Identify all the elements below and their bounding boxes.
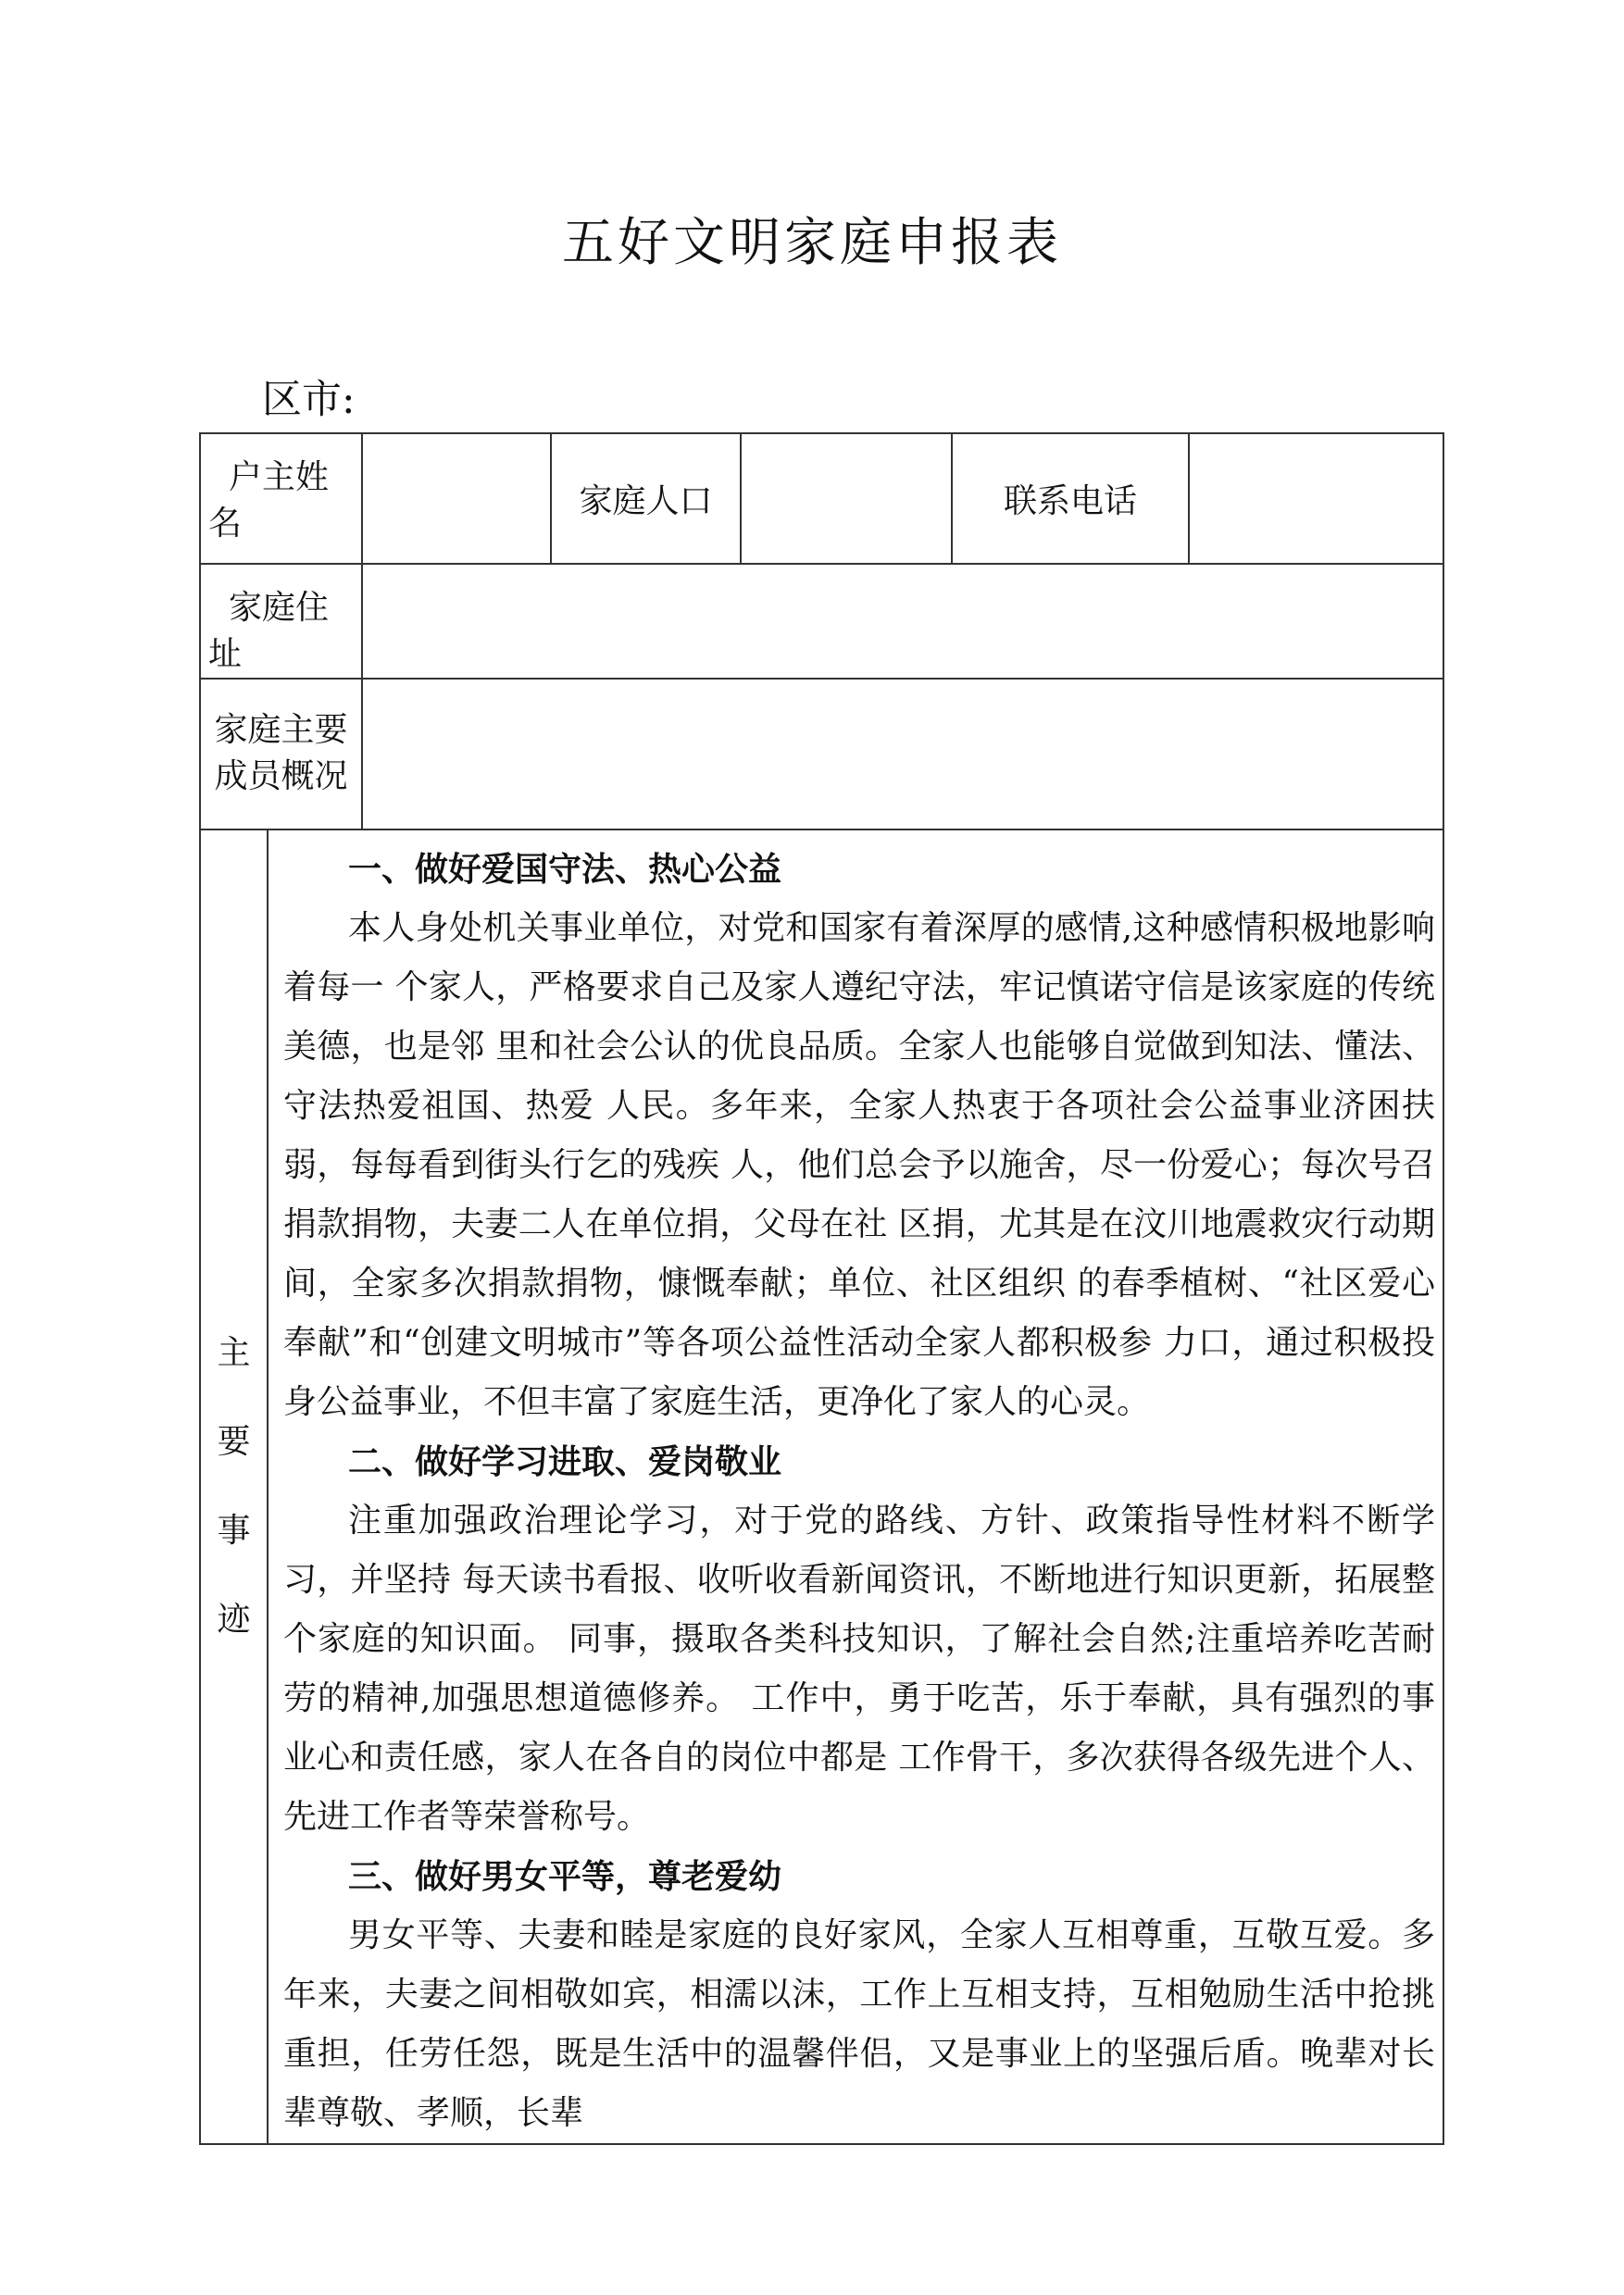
family-members-label: 家庭主要成员概况	[200, 679, 362, 829]
main-deeds-label	[200, 829, 268, 2144]
main-deeds-char-1: 主	[217, 1334, 251, 1372]
family-address-label: 家庭住址	[200, 564, 362, 679]
family-members-input[interactable]	[362, 679, 1443, 829]
householder-name-input[interactable]	[362, 433, 551, 564]
district-label: 区市:	[262, 377, 356, 423]
family-population-label: 家庭人口	[551, 433, 741, 564]
main-deeds-char-4: 迹	[217, 1601, 251, 1639]
main-deeds-char-2: 要	[217, 1423, 251, 1461]
application-form-table	[199, 432, 1444, 2145]
section-2-text: 注重加强政治理论学习，对于党的路线、方针、政策指导性材料不断学习，并坚持 每天读书看报、收听收看新闻资讯，不断地进行知识更新，拓展整个家庭的知识面。 同事，摄取各类科技知识，了解社会自然;注重培养吃苦耐劳的精神,加强思想道德修养。 工作中，勇于吃苦，乐于奉献，具有强烈的事业心和责任感，家人在各自的岗位中都是 工作骨干，多次获得各级先进个人、先进工作者等荣誉称号。	[283, 1502, 1436, 1836]
main-deeds-content[interactable]	[268, 829, 1443, 2144]
section-1-text: 本人身处机关事业单位，对党和国家有着深厚的感情,这种感情积极地影响着每一 个家人，严格要求自己及家人遵纪守法，牢记慎诺守信是该家庭的传统美德，也是邻 里和社会公认的优良品质。全家人也能够自觉做到知法、懂法、守法热爱祖国、热爱 人民。多年来，全家人热衷于各项社会公益事业济困扶弱，每每看到街头行乞的残疾 人，他们总会予以施舍，尽一份爱心；每次号召捐款捐物，夫妻二人在单位捐，父母在社 区捐，尤其是在汶川地震救灾行动期间，全家多次捐款捐物，慷慨奉献；单位、社区组织 的春季植树、“社区爱心奉献”和“创建文明城市”等各项公益性活动全家人都积极参 力口，通过积极投身公益事业，不但丰富了家庭生活，更净化了家人的心灵。	[283, 909, 1436, 1421]
page-title: 五好文明家庭申报表	[562, 213, 1062, 273]
row-basic-info	[200, 433, 1443, 564]
row-main-deeds	[200, 829, 1443, 2144]
row-family-members	[200, 679, 1443, 829]
section-2-heading: 二、做好学习进取、爱岗敬业	[348, 1442, 782, 1481]
contact-phone-input[interactable]	[1189, 433, 1443, 564]
family-address-input[interactable]	[362, 564, 1443, 679]
family-population-input[interactable]	[741, 433, 952, 564]
row-address	[200, 564, 1443, 679]
section-3-heading: 三、做好男女平等，尊老爱幼	[348, 1857, 782, 1896]
section-1-heading: 一、做好爱国守法、热心公益	[348, 850, 782, 889]
main-deeds-char-3: 事	[217, 1512, 251, 1550]
householder-name-label: 户主姓名	[200, 433, 362, 564]
contact-phone-label: 联系电话	[952, 433, 1189, 564]
section-3-text: 男女平等、夫妻和睦是家庭的良好家风，全家人互相尊重，互敬互爱。多年来，夫妻之间相敬如宾，相濡以沫，工作上互相支持，互相勉励生活中抢挑重担，任劳任怨，既是生活中的温馨伴侣，又是事业上的坚强后盾。晚辈对长辈尊敬、孝顺，长辈	[283, 1916, 1436, 2132]
